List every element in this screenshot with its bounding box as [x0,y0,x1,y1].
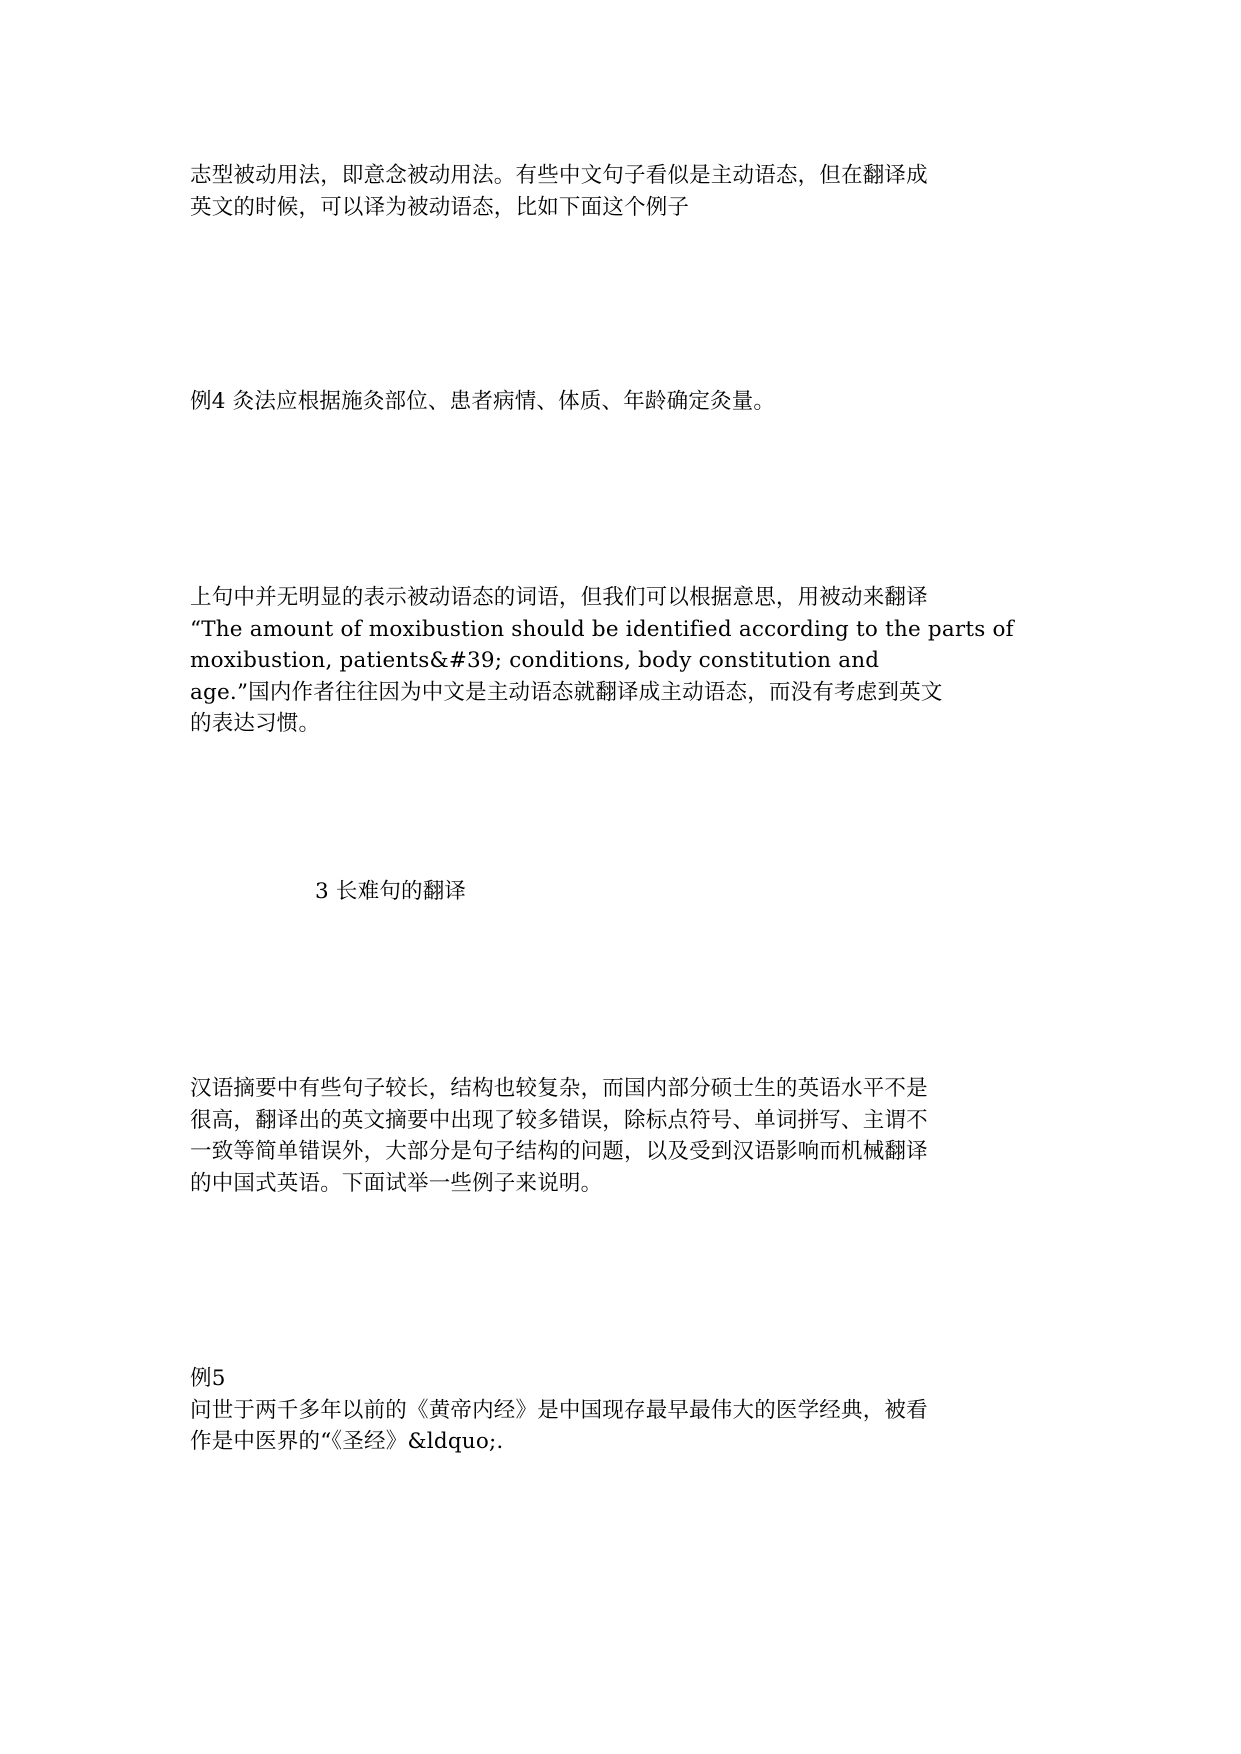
text-line: 一致等简单错误外，大部分是句子结构的问题，以及受到汉语影响而机械翻译 [190,1139,928,1164]
text-line: age.”国内作者往往因为中文是主动语态就翻译成主动语态，而没有考虑到英文 [190,679,943,705]
text-line: 很高，翻译出的英文摘要中出现了较多错误，除标点符号、单词拼写、主谓不 [190,1107,928,1133]
body-paragraph-long-sentences [190,1073,1050,1199]
text-line: 问世于两千多年以前的《黄帝内经》是中国现存最早最伟大的医学经典，被看 [190,1397,928,1423]
section-heading [315,876,1175,908]
text-line: 的表达习惯。 [190,711,321,736]
text-line: 志型被动用法，即意念被动用法。有些中文句子看似是主动语态，但在翻译成 [190,163,928,188]
text-line: 例4 灸法应根据施灸部位、患者病情、体质、年龄确定灸量。 [190,389,776,414]
example-4-paragraph [190,386,1050,418]
example-label: 例5 [190,1366,226,1391]
text-line: 英文的时候，可以译为被动语态，比如下面这个例子 [190,194,690,220]
text-line: 的中国式英语。下面试举一些例子来说明。 [190,1170,603,1196]
text-line: moxibustion, patients&#39; conditions, body constitution and [190,648,880,673]
body-paragraph-passive-explanation [190,582,1050,740]
text-line: “The amount of moxibustion should be identified according to the parts of [190,616,1014,642]
text-line: 汉语摘要中有些句子较长，结构也较复杂，而国内部分硕士生的英语水平不是 [190,1076,928,1101]
text-line: 上句中并无明显的表示被动语态的词语，但我们可以根据意思，用被动来翻译 [190,585,928,610]
section-heading-text: 3 长难句的翻译 [315,879,467,904]
body-paragraph-passive-intro [190,160,1050,223]
text-line: 作是中医界的“《圣经》&ldquo;. [190,1429,504,1454]
example-5-paragraph [190,1363,1050,1458]
